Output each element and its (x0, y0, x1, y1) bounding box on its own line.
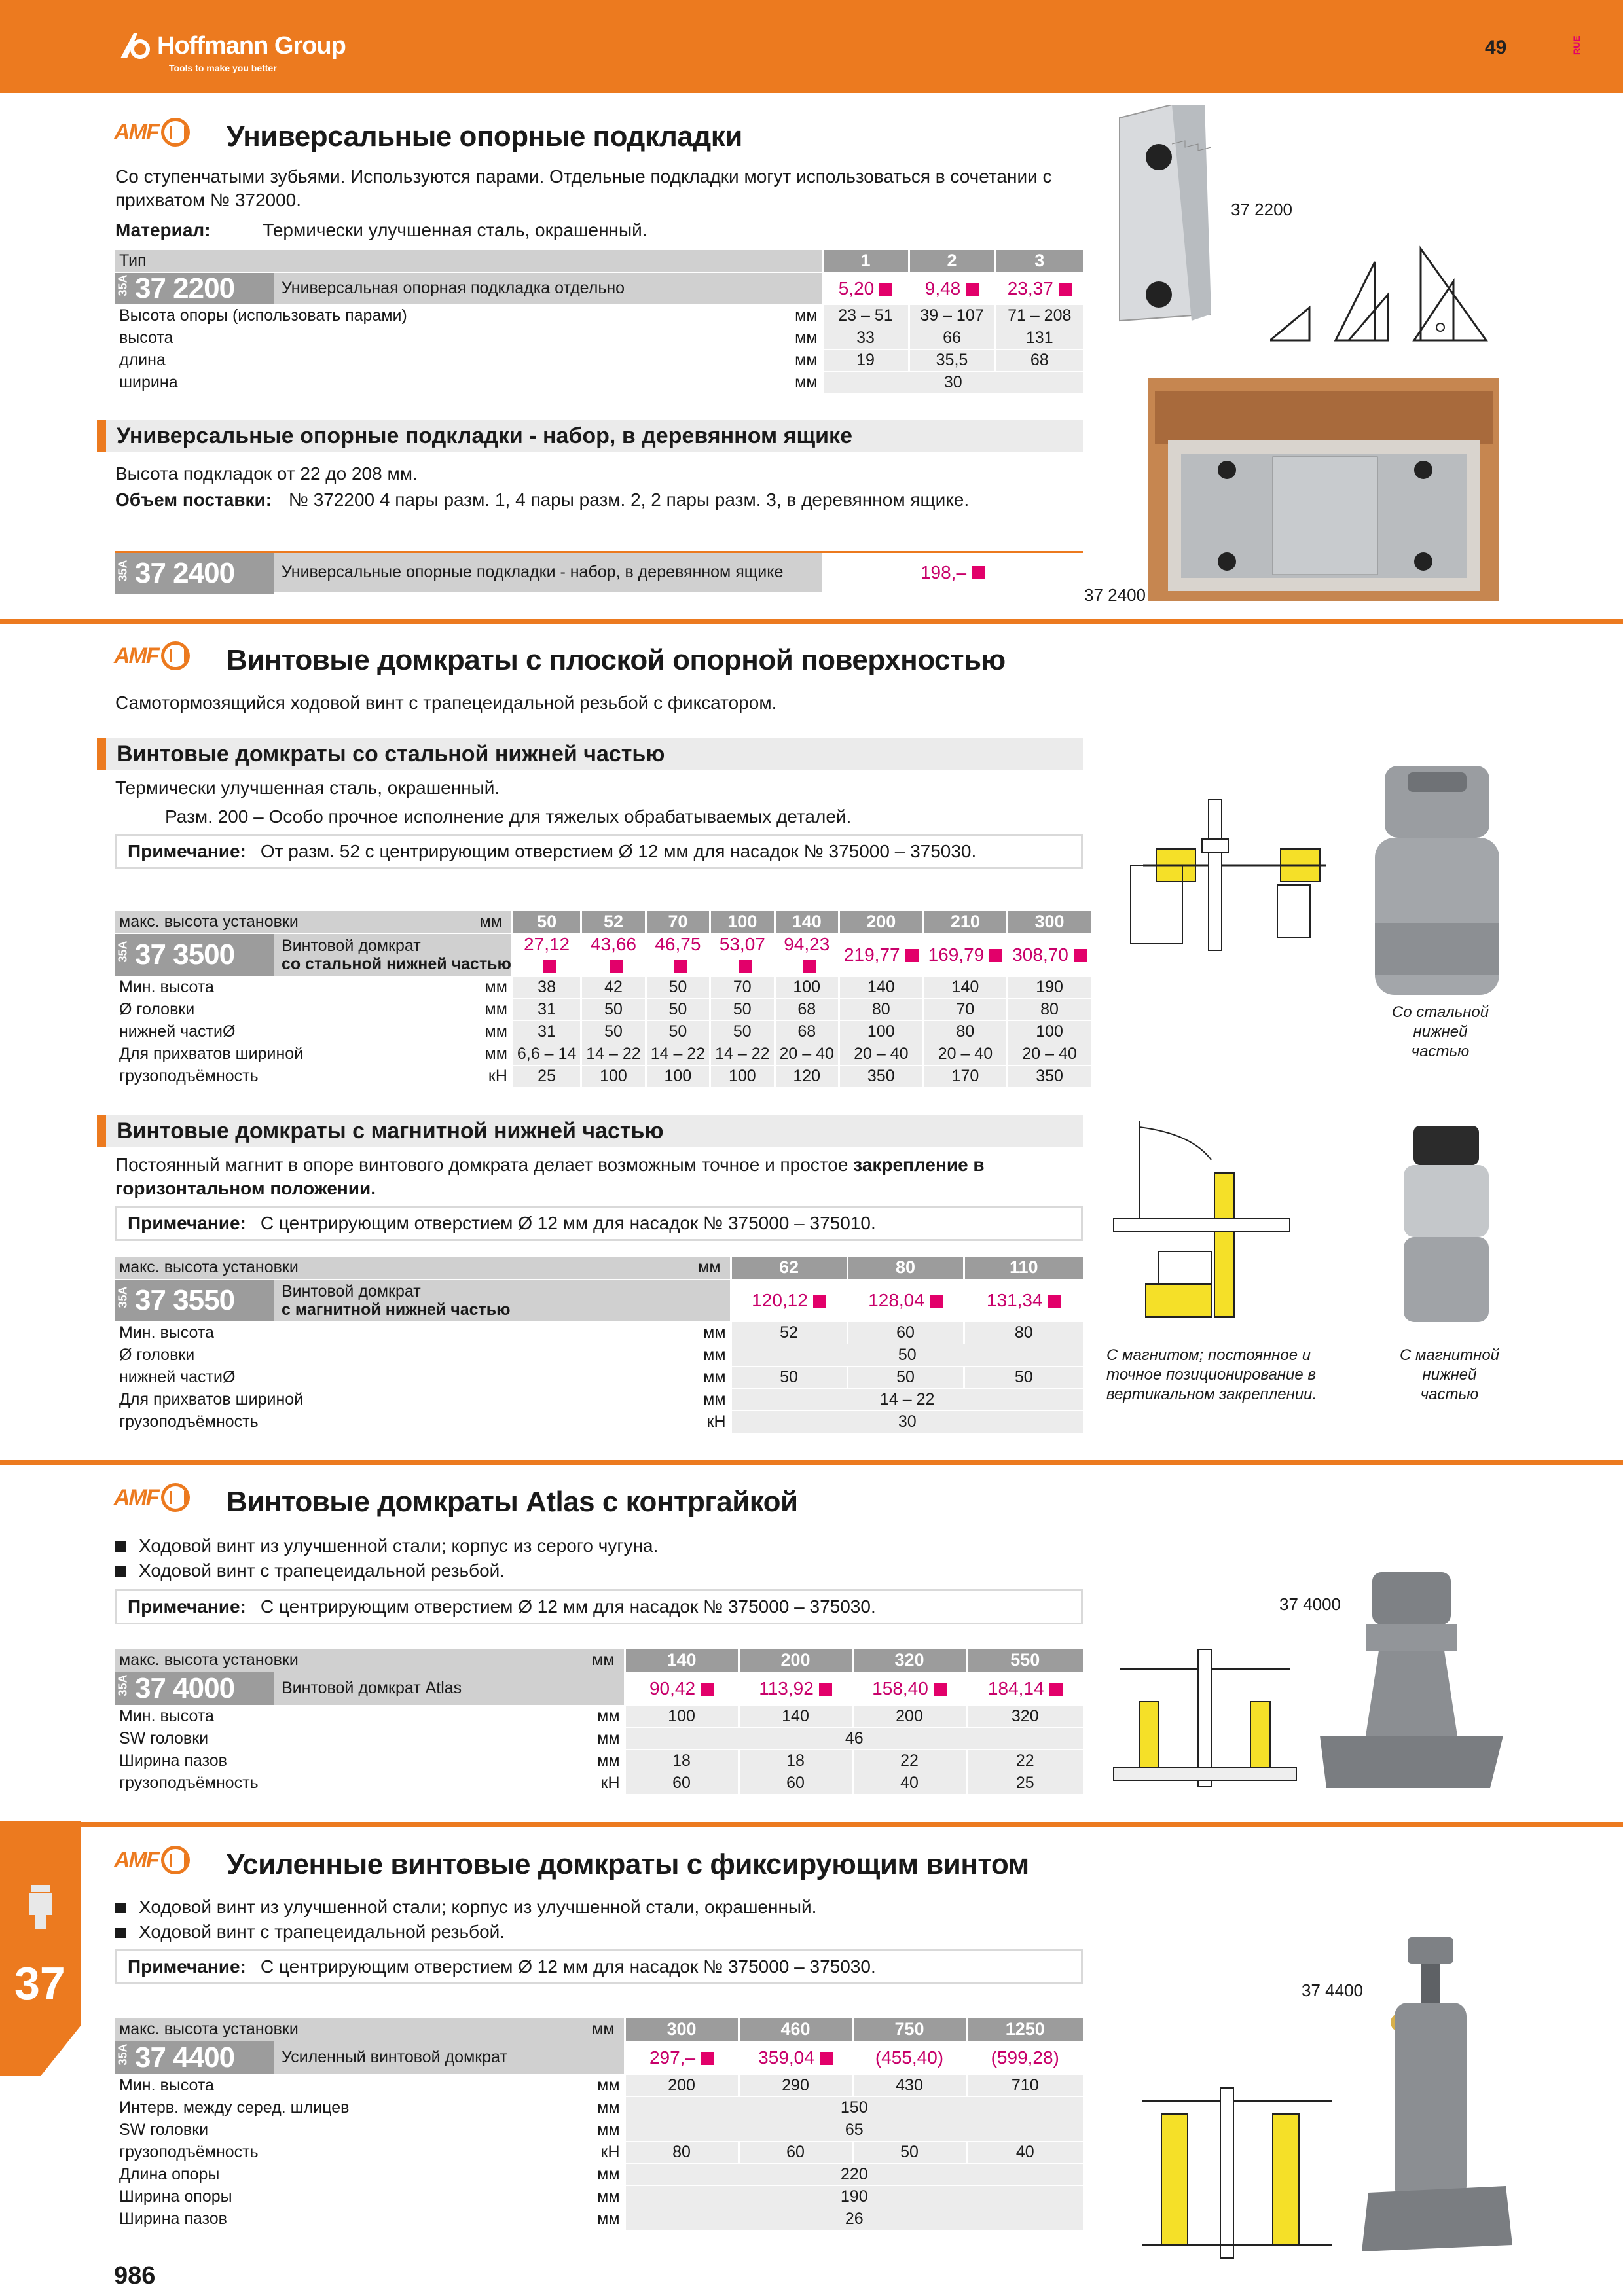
note-value: С центрирующим отверстием Ø 12 мм для насадок № 375000 – 375010. (260, 1213, 876, 1233)
table-cell: 50 (646, 1020, 710, 1043)
table-cell: 50 (731, 1344, 1083, 1366)
image-code: 37 4000 (1279, 1594, 1341, 1614)
table-cell: 60 (847, 1321, 964, 1344)
magnet-description: Постоянный магнит в опоре винтового домкрата делает возможным точное и простое закрепление в горизонтальном положении. (115, 1155, 985, 1198)
price-marker-icon (1074, 949, 1087, 962)
article-row (115, 1279, 731, 1321)
table-cell: 50 (731, 1366, 847, 1388)
chapter-number: 37 (14, 1958, 65, 2009)
price-marker-icon (543, 960, 556, 973)
footer-page-number: 986 (114, 2262, 156, 2289)
table-cell: 20 – 40 (775, 1043, 839, 1065)
table-cell: 20 – 40 (1008, 1043, 1091, 1065)
table-cell: 22 (852, 1749, 966, 1772)
price-marker-icon (739, 960, 752, 973)
table-cell: 320 (852, 1649, 966, 1672)
table-cell: 100 (646, 1065, 710, 1087)
table-col-header: 2 (909, 250, 995, 272)
spec-table-374000: макс. высота установки мм 140 200 320 550 35A 37 4000 Винтовой домкрат Atlas 90,42 113,92 158,40 184,14 Мин. высота мм 100 140 200 320 SW головки мм 46 Ширина пазов мм 18 18 22 22 грузоподъёмность кН 60 60 40 25 (115, 1649, 1083, 1795)
bullet-item: Ходовой винт из улучшенной стали; корпус из серого чугуна. (115, 1534, 658, 1558)
table-row: Интерв. между серед. шлицев мм 150 (115, 2096, 1083, 2119)
table-cell: 35,5 (909, 349, 995, 371)
table-cell: 71 – 208 (995, 304, 1083, 327)
table-cell: 190 (1008, 976, 1091, 998)
scope-value: № 372200 4 пары разм. 1, 4 пары разм. 2, 2 пары разм. 3, в деревянном ящике. (288, 490, 970, 510)
table-cell: 80 (625, 2141, 739, 2163)
jack-diagram (1130, 787, 1340, 957)
table-row: Ø головки мм 31 50 50 50 68 80 70 80 (115, 998, 1091, 1020)
price-cell: 128,04 (847, 1279, 964, 1321)
article-number: 35A 37 3550 (115, 1280, 274, 1321)
article-description: Винтовой домкрат со стальной нижней частью (282, 936, 511, 973)
price-marker-icon (819, 1683, 832, 1696)
note-box (115, 1206, 1083, 1241)
table-cell: 50 (581, 998, 646, 1020)
table-cell: 50 (710, 1020, 775, 1043)
price-cell: 198,– (822, 553, 1083, 592)
table-cell: 50 (847, 1366, 964, 1388)
price-cell: 131,34 (964, 1279, 1083, 1321)
image-code: 37 4400 (1302, 1981, 1363, 2000)
bullet-icon (115, 1566, 126, 1577)
price-marker-icon (820, 2052, 833, 2065)
table-cell: 25 (512, 1065, 581, 1087)
wooden-box-image (1148, 378, 1499, 601)
section-title: Винтовые домкраты Atlas с контргайкой (227, 1486, 798, 1518)
support-block-image (1113, 105, 1205, 327)
table-row: длина мм 19 35,5 68 (115, 349, 1083, 371)
table-cell: 68 (775, 1020, 839, 1043)
article-description: Универсальная опорная подкладка отдельно (282, 279, 625, 297)
price-marker-icon (989, 949, 1002, 962)
price-cell: 46,75 (646, 933, 710, 976)
price-cell: 308,70 (1008, 933, 1091, 976)
magnet-jack-diagram (1113, 1121, 1296, 1336)
table-cell: 210 (923, 911, 1008, 933)
table-cell: 50 (512, 911, 581, 933)
article-number: 35A 37 4000 (115, 1672, 274, 1705)
table-cell: 80 (839, 998, 923, 1020)
section-title: Универсальные опорные подкладки (227, 120, 742, 152)
table-cell: 23 – 51 (822, 304, 909, 327)
table-cell: 19 (822, 349, 909, 371)
table-cell: 14 – 22 (581, 1043, 646, 1065)
note-label: Примечание: (128, 841, 246, 861)
note-label: Примечание: (128, 1956, 246, 1977)
table-cell: 14 – 22 (646, 1043, 710, 1065)
subsection-bar: Универсальные опорные подкладки - набор, в деревянном ящике (97, 420, 1083, 452)
table-cell: 14 – 22 (731, 1388, 1083, 1410)
table-cell: 80 (923, 1020, 1008, 1043)
table-row: Длина опоры мм 220 (115, 2163, 1083, 2185)
table-row: Ø головки мм 50 (115, 1344, 1083, 1366)
article-description: Усиленный винтовой домкрат (282, 2048, 507, 2066)
table-cell: 1250 (966, 2018, 1083, 2041)
table-cell: 140 (923, 976, 1008, 998)
price-cell: 5,20 (822, 272, 909, 304)
table-row: ширина мм 30 (115, 371, 1083, 393)
scope-row (115, 488, 969, 512)
language-code: RUE (1571, 35, 1582, 55)
table-row: Мин. высота мм 52 60 80 (115, 1321, 1083, 1344)
article-number: 35A 37 4400 (115, 2041, 274, 2074)
price-cell: (455,40) (852, 2041, 966, 2074)
table-row: Мин. высота мм 100 140 200 320 (115, 1705, 1083, 1727)
table-cell: 170 (923, 1065, 1008, 1087)
table-cell: 30 (731, 1410, 1083, 1433)
price-cell: 43,66 (581, 933, 646, 976)
price-marker-icon (966, 283, 979, 296)
table-cell: 200 (839, 911, 923, 933)
table-cell: 33 (822, 327, 909, 349)
table-cell: 140 (625, 1649, 739, 1672)
table-cell: 80 (847, 1257, 964, 1279)
price-marker-icon (813, 1295, 826, 1308)
table-cell: 110 (964, 1257, 1083, 1279)
table-cell: 200 (739, 1649, 852, 1672)
amf-icon (161, 1846, 190, 1874)
scope-label: Объем поставки: (115, 490, 272, 510)
table-cell: 430 (852, 2074, 966, 2096)
material-text: Термически улучшенная сталь, окрашенный. (115, 778, 500, 798)
bullet-item: Ходовой винт с трапецеидальной резьбой. (115, 1559, 505, 1583)
price-cell: 184,14 (966, 1672, 1083, 1705)
article-number: 35A 37 2400 (115, 553, 274, 594)
price-marker-icon (972, 566, 985, 579)
bullet-icon (115, 1541, 126, 1552)
brand-name: Hoffmann Group (157, 31, 346, 60)
table-cell: 100 (1008, 1020, 1091, 1043)
section-description: Со ступенчатыми зубьями. Используются парами. Отдельные подкладки могут использоваться в сочетании с прихватом № 372000. (115, 166, 1052, 210)
article-description: Винтовой домкрат Atlas (282, 1679, 462, 1697)
table-cell: 25 (966, 1772, 1083, 1794)
section-title: Винтовые домкраты с плоской опорной поверхностью (227, 644, 1006, 676)
table-cell: 100 (839, 1020, 923, 1043)
amf-logo: AMF (114, 118, 190, 147)
price-marker-icon (930, 1295, 943, 1308)
table-cell: 70 (923, 998, 1008, 1020)
table-row: высота мм 33 66 131 (115, 327, 1083, 349)
price-cell: 53,07 (710, 933, 775, 976)
spec-table-373500 (115, 911, 1091, 1088)
table-cell: 150 (625, 2096, 1083, 2119)
table-cell: 550 (966, 1649, 1083, 1672)
table-cell: 52 (731, 1321, 847, 1344)
table-cell: 140 (775, 911, 839, 933)
chapter-tab[interactable] (0, 1821, 81, 2076)
support-diagram (1270, 242, 1493, 347)
table-row: грузоподъёмность кН 60 60 40 25 (115, 1772, 1083, 1794)
table-cell: 46 (625, 1727, 1083, 1749)
table-cell: 200 (625, 2074, 739, 2096)
table-cell: 60 (625, 1772, 739, 1794)
note-box (115, 834, 1083, 869)
chapter-icon (25, 1885, 56, 1931)
table-cell: 68 (775, 998, 839, 1020)
article-row (115, 933, 512, 976)
table-cell: 20 – 40 (923, 1043, 1008, 1065)
amf-logo: AMF (114, 641, 190, 670)
table-cell: 62 (731, 1257, 847, 1279)
price-cell: 219,77 (839, 933, 923, 976)
table-row: грузоподъёмность кН 80 60 50 40 (115, 2141, 1083, 2163)
image-caption: С магнитом; постоянное и точное позиционирование в вертикальном закреплении. (1106, 1346, 1317, 1403)
reinforced-jack-diagram (1142, 2075, 1338, 2265)
table-row: SW головки мм 46 (115, 1727, 1083, 1749)
table-cell: 42 (581, 976, 646, 998)
table-cell: 39 – 107 (909, 304, 995, 327)
amf-icon (161, 118, 190, 147)
table-cell: 350 (1008, 1065, 1091, 1087)
hoffmann-logo-icon (118, 29, 151, 62)
table-cell: 52 (581, 911, 646, 933)
price-cell: 120,12 (731, 1279, 847, 1321)
section-description: Самотормозящийся ходовой винт с трапецеидальной резьбой с фиксатором. (115, 692, 777, 713)
bullet-icon (115, 1928, 126, 1938)
table-row: Ширина пазов мм 26 (115, 2208, 1083, 2230)
material-label: Материал: (115, 220, 211, 240)
table-cell: 26 (625, 2208, 1083, 2230)
table-cell: 30 (822, 371, 1083, 393)
spec-table-372200 (115, 250, 1083, 394)
price-cell: 359,04 (739, 2041, 852, 2074)
table-cell: 70 (646, 911, 710, 933)
table-cell: 300 (1008, 911, 1091, 933)
table-cell: 65 (625, 2119, 1083, 2141)
table-cell: 50 (646, 976, 710, 998)
table-row: Ширина пазов мм 18 18 22 22 (115, 1749, 1083, 1772)
table-cell: 460 (739, 2018, 852, 2041)
table-row: грузоподъёмность кН 30 (115, 1410, 1083, 1433)
table-cell: 140 (839, 976, 923, 998)
bullet-item: Ходовой винт с трапецеидальной резьбой. (115, 1920, 505, 1944)
atlas-jack-diagram (1113, 1636, 1303, 1793)
article-row (115, 272, 822, 304)
amf-icon (161, 641, 190, 670)
table-cell: 100 (581, 1065, 646, 1087)
table-cell: 66 (909, 327, 995, 349)
table-cell: 70 (710, 976, 775, 998)
hoffmann-logo (118, 26, 346, 65)
subsection-bar: Винтовые домкраты с магнитной нижней частью (97, 1115, 1083, 1147)
image-caption: С магнитной нижней частью (1399, 1346, 1500, 1403)
bullet-item: Ходовой винт из улучшенной стали; корпус из улучшенной стали, окрашенный. (115, 1895, 816, 1919)
table-header-label: Тип (115, 250, 822, 272)
reinforced-jack-image (1349, 1937, 1519, 2265)
price-marker-icon (905, 949, 919, 962)
price-cell: 27,12 (512, 933, 581, 976)
price-marker-icon (1048, 1295, 1061, 1308)
table-cell: 100 (710, 911, 775, 933)
table-cell: 750 (852, 2018, 966, 2041)
image-code: 37 2400 (1084, 585, 1146, 605)
price-cell: 169,79 (923, 933, 1008, 976)
table-cell: 22 (966, 1749, 1083, 1772)
table-row: SW головки мм 65 (115, 2119, 1083, 2141)
table-cell: 100 (625, 1705, 739, 1727)
table-row: грузоподъёмность кН 25 100 100 100 120 350 170 350 (115, 1065, 1091, 1087)
table-row: Высота опоры (использовать парами) мм 23 – 51 39 – 107 71 – 208 (115, 304, 1083, 327)
table-cell: 68 (995, 349, 1083, 371)
price-cell: 90,42 (625, 1672, 739, 1705)
price-marker-icon (1049, 1683, 1063, 1696)
table-cell: 31 (512, 1020, 581, 1043)
price-cell: 94,23 (775, 933, 839, 976)
article-number: 35A 37 2200 (115, 273, 274, 304)
article-description: Винтовой домкрат с магнитной нижней частью (282, 1282, 511, 1319)
price-marker-icon (934, 1683, 947, 1696)
amf-logo: AMF (114, 1483, 190, 1512)
table-cell: 120 (775, 1065, 839, 1087)
table-cell: 320 (966, 1705, 1083, 1727)
table-cell: 50 (852, 2141, 966, 2163)
section-title: Усиленные винтовые домкраты с фиксирующим винтом (227, 1848, 1029, 1880)
price-marker-icon (879, 283, 892, 296)
table-cell: 60 (739, 2141, 852, 2163)
table-cell: 50 (710, 998, 775, 1020)
table-cell: 80 (1008, 998, 1091, 1020)
article-row (115, 2041, 625, 2074)
image-code: 37 2200 (1231, 200, 1292, 219)
price-marker-icon (701, 1683, 714, 1696)
article-row-372400 (115, 551, 1083, 592)
table-cell: 300 (625, 2018, 739, 2041)
size-note: Разм. 200 – Особо прочное исполнение для тяжелых обрабатываемых деталей. (165, 806, 852, 827)
table-row: Ширина опоры мм 190 (115, 2185, 1083, 2208)
table-cell: 14 – 22 (710, 1043, 775, 1065)
subsection-bar: Винтовые домкраты со стальной нижней частью (97, 738, 1083, 770)
table-row: Мин. высота мм 200 290 430 710 (115, 2074, 1083, 2096)
article-number: 35A 37 3500 (115, 934, 274, 976)
amf-logo: AMF (114, 1846, 190, 1874)
table-cell: 18 (739, 1749, 852, 1772)
price-cell: 23,37 (995, 272, 1083, 304)
table-cell: 140 (739, 1705, 852, 1727)
section-divider (81, 1822, 1623, 1827)
table-cell: 6,6 – 14 (512, 1043, 581, 1065)
page-number: 49 (1485, 37, 1507, 58)
image-caption: Со стальной нижней частью (1391, 1003, 1489, 1060)
table-row: Для прихватов шириной мм 6,6 – 14 14 – 22 14 – 22 14 – 22 20 – 40 20 – 40 20 – 40 20 – 40 (115, 1043, 1091, 1065)
set-height-text: Высота подкладок от 22 до 208 мм. (115, 463, 418, 484)
table-cell: 50 (581, 1020, 646, 1043)
table-cell: 100 (710, 1065, 775, 1087)
price-marker-icon (1059, 283, 1072, 296)
atlas-jack-image (1313, 1572, 1510, 1795)
table-cell: 220 (625, 2163, 1083, 2185)
spec-table-374400: макс. высота установки мм 300 460 750 1250 35A 37 4400 Усиленный винтовой домкрат 297,– 359,04 (455,40) (599,28) Мин. высота мм 200 290 430 710 Интерв. между серед. шлицев мм 150 SW головки мм 65 грузоподъёмность кН 80 60 50 40 Длина опоры мм 220 Ширина опоры мм 190 Ширина пазов мм 26 (115, 2018, 1083, 2231)
price-marker-icon (803, 960, 816, 973)
table-row: Мин. высота мм 38 42 50 70 100 140 140 190 (115, 976, 1091, 998)
note-label: Примечание: (128, 1213, 246, 1233)
table-row: нижней частиØ мм 31 50 50 50 68 100 80 100 (115, 1020, 1091, 1043)
price-cell: (599,28) (966, 2041, 1083, 2074)
note-box (115, 1589, 1083, 1624)
note-box (115, 1949, 1083, 1984)
bullet-icon (115, 1903, 126, 1913)
price-cell: 297,– (625, 2041, 739, 2074)
material-row (115, 219, 647, 242)
article-row (115, 1672, 625, 1705)
price-marker-icon (674, 960, 687, 973)
table-cell: 40 (852, 1772, 966, 1794)
table-cell: 50 (646, 998, 710, 1020)
table-col-header: 1 (822, 250, 909, 272)
table-cell: 38 (512, 976, 581, 998)
table-header-label: макс. высота установки мм (115, 911, 512, 933)
magnet-jack-image (1397, 1126, 1495, 1329)
spec-table-373550: макс. высота установки мм 62 80 110 35A 37 3550 Винтовой домкрат с магнитной нижней частью 120,12 128,04 131,34 Мин. высота мм 52 60 80 Ø головки мм 50 нижней частиØ мм 50 50 50 Для прихватов шириной мм 14 – 22 грузоподъёмность кН 30 (115, 1257, 1083, 1433)
steel-jack-image (1368, 759, 1506, 1001)
brand-tagline: Tools to make you better (169, 63, 277, 73)
table-cell: 40 (966, 2141, 1083, 2163)
table-cell: 131 (995, 327, 1083, 349)
note-value: С центрирующим отверстием Ø 12 мм для насадок № 375000 – 375030. (260, 1956, 876, 1977)
table-cell: 31 (512, 998, 581, 1020)
material-value: Термически улучшенная сталь, окрашенный. (263, 220, 647, 240)
note-value: С центрирующим отверстием Ø 12 мм для насадок № 375000 – 375030. (260, 1596, 876, 1617)
table-row: Для прихватов шириной мм 14 – 22 (115, 1388, 1083, 1410)
table-cell: 200 (852, 1705, 966, 1727)
note-value: От разм. 52 с центрирующим отверстием Ø 12 мм для насадок № 375000 – 375030. (260, 841, 977, 861)
table-cell: 80 (964, 1321, 1083, 1344)
price-marker-icon (701, 2052, 714, 2065)
amf-icon (161, 1483, 190, 1512)
price-marker-icon (610, 960, 623, 973)
section-divider (0, 619, 1623, 624)
table-col-header: 3 (995, 250, 1083, 272)
table-cell: 20 – 40 (839, 1043, 923, 1065)
table-cell: 710 (966, 2074, 1083, 2096)
article-description: Универсальные опорные подкладки - набор, в деревянном ящике (274, 553, 822, 592)
note-label: Примечание: (128, 1596, 246, 1617)
table-row: нижней частиØ мм 50 50 50 (115, 1366, 1083, 1388)
table-cell: 50 (964, 1366, 1083, 1388)
table-cell: 60 (739, 1772, 852, 1794)
table-cell: 350 (839, 1065, 923, 1087)
table-cell: 100 (775, 976, 839, 998)
price-cell: 158,40 (852, 1672, 966, 1705)
section-divider (0, 1460, 1623, 1465)
price-cell: 113,92 (739, 1672, 852, 1705)
table-cell: 18 (625, 1749, 739, 1772)
price-cell: 9,48 (909, 272, 995, 304)
table-cell: 190 (625, 2185, 1083, 2208)
table-cell: 290 (739, 2074, 852, 2096)
